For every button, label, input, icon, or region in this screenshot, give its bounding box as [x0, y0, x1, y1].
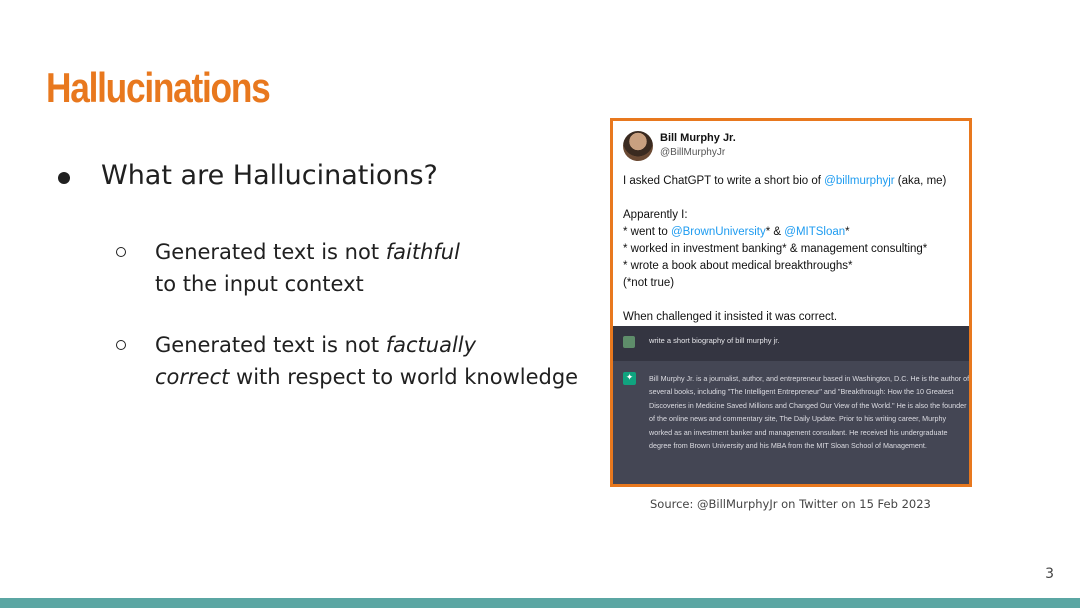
user-avatar-icon [623, 336, 635, 348]
sub-bullet-text: Generated text is not [155, 333, 386, 357]
tweet-text: * worked in investment banking* & management consulting* [623, 243, 928, 255]
tweet-text: * went to [623, 226, 671, 238]
tweet-text: (*not true) [623, 277, 675, 289]
tweet-mention-link[interactable]: @MITSloan [784, 226, 846, 238]
hollow-bullet-icon [116, 247, 126, 257]
tweet-author-handle: @BillMurphyJr [660, 147, 726, 158]
sub-bullet-emphasis: factually [385, 333, 477, 357]
tweet-author-name: Bill Murphy Jr. [660, 132, 736, 144]
slide-title: Hallucinations [46, 64, 270, 111]
tweet-text: When challenged it insisted it was correct. [623, 311, 838, 323]
tweet-mention-link[interactable]: @billmurphyjr [824, 175, 895, 187]
tweet-text: * [845, 226, 850, 238]
hollow-bullet-icon [116, 340, 126, 350]
image-source-caption: Source: @BillMurphyJr on Twitter on 15 Feb 2023 [650, 497, 931, 511]
sub-bullet-emphasis: faithful [385, 240, 460, 264]
chatgpt-logo-icon: ✦ [623, 372, 636, 385]
tweet-text: Apparently I: [623, 209, 688, 221]
tweet-text: * wrote a book about medical breakthroughs* [623, 260, 853, 272]
sub-bullet-emphasis: correct [155, 365, 230, 389]
tweet-text: * & [765, 226, 785, 238]
tweet-body [623, 173, 968, 326]
sub-bullet-text: with respect to world knowledge [229, 365, 579, 389]
avatar [623, 131, 653, 161]
main-bullet-text: What are Hallucinations? [101, 160, 438, 191]
bullet-dot-icon [58, 172, 70, 184]
tweet-text: (aka, me) [894, 175, 947, 187]
chat-answer-text: Bill Murphy Jr. is a journalist, author, and entrepreneur based in Washington, D.C. He is the author of several books, including "The Intelligent Entrepreneur" and "Breakthrough: How the 10 Greatest Discoveries in Medicine Saved Millions and Changed Our View of the World." He is also the founder of the online news and commentary site, The Daily Update. Prior to his writing career, Murphy worked as an investment banker and management consultant. He received his undergraduate degree from Brown University and his MBA from the MIT Sloan School of Management. [649, 374, 970, 451]
tweet-screenshot [610, 118, 972, 487]
tweet-mention-link[interactable]: @BrownUniversity [670, 226, 766, 238]
chat-question-row [613, 326, 969, 361]
sub-bullet-text: to the input context [155, 272, 364, 296]
chat-question-text: write a short biography of bill murphy jr. [649, 336, 780, 345]
tweet-text: I asked ChatGPT to write a short bio of [623, 175, 825, 187]
sub-bullet-text: Generated text is not [155, 240, 386, 264]
tweet-card [613, 121, 969, 326]
chat-answer-row [613, 361, 969, 484]
footer-bar [0, 598, 1080, 608]
page-number: 3 [1045, 566, 1054, 582]
